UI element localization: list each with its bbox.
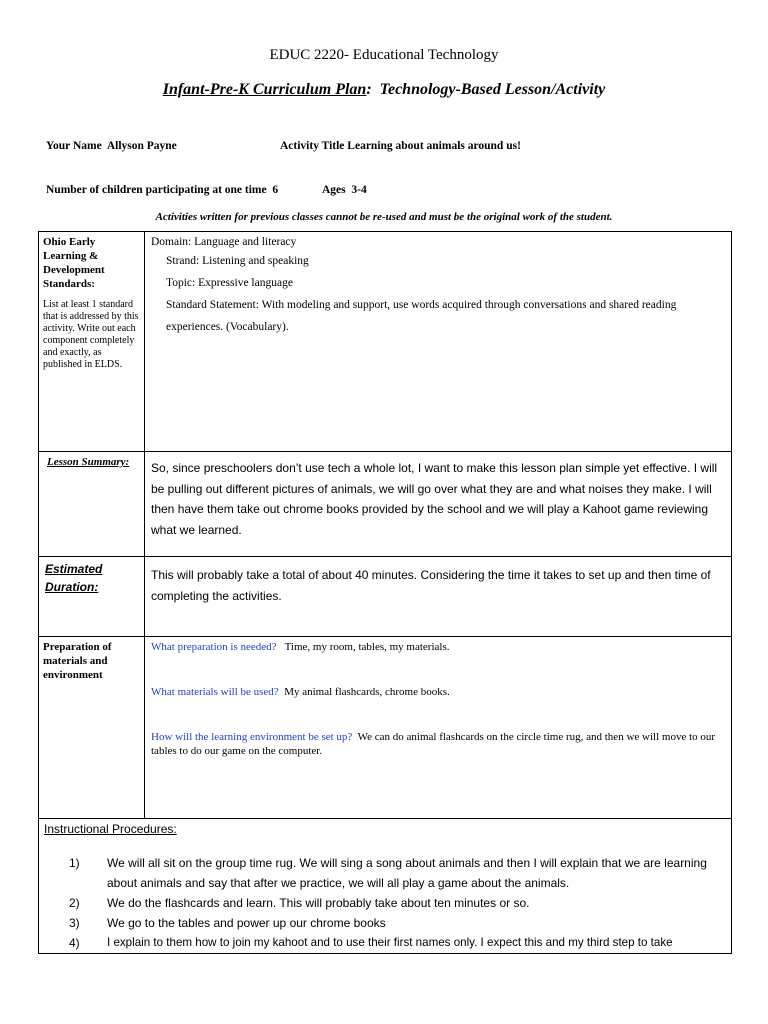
standards-label-cell [39, 232, 145, 452]
children-count-value: 6 [272, 184, 279, 196]
materials-answer: My animal flashcards, chrome books. [284, 686, 450, 698]
environment-answer: We can do animal flashcards on the circle time rug, and then we will move to our tables to do our game on the computer. [151, 731, 716, 757]
activity-title-value: Learning about animals around us! [347, 140, 521, 152]
course-title: EDUC 2220- Educational Technology [269, 47, 499, 63]
procedures-list [39, 853, 731, 953]
plan-title-subtitle: Technology-Based Lesson/Activity [379, 81, 606, 98]
name-line [46, 140, 177, 152]
standard-statement: Standard Statement: With modeling and support, use words acquired through conversations and shared reading experiences. (Vocabulary). [166, 299, 677, 333]
activity-title-label: Activity Title [280, 140, 345, 152]
duration-label: Estimated Duration: [39, 557, 145, 637]
materials-question: What materials will be used? [151, 686, 279, 698]
procedure-step [39, 893, 731, 913]
procedure-step [39, 933, 731, 953]
activity-title-line [280, 140, 521, 152]
plan-title-colon: : [366, 81, 372, 98]
preparation-row [39, 637, 732, 819]
materials-line [151, 685, 725, 699]
standards-instructions: List at least 1 standard that is addressed by this activity. Write out each component completely and exactly, as published in ELDS. [43, 299, 139, 370]
summary-label: Lesson Summary: [39, 452, 145, 557]
standard-topic: Topic: Expressive language [166, 277, 293, 289]
standards-label: Ohio Early Learning & Development Standards: [43, 236, 105, 290]
procedures-row [39, 819, 732, 954]
step-text: We go to the tables and power up our chrome books [107, 916, 386, 930]
procedure-step [39, 853, 731, 893]
step-text: We do the flashcards and learn. This will probably take about ten minutes or so. [107, 896, 530, 910]
preparation-question: What preparation is needed? [151, 641, 277, 653]
plan-title [0, 81, 768, 99]
name-label: Your Name [46, 140, 102, 152]
ages-value: 3-4 [351, 184, 367, 196]
preparation-q1-line [151, 640, 725, 654]
ages-label: Ages [322, 184, 346, 196]
step-number: 3) [69, 916, 80, 930]
preparation-label: Preparation of materials and environment [39, 637, 145, 819]
children-count-line [46, 184, 278, 196]
name-value: Allyson Payne [106, 140, 177, 152]
duration-row [39, 557, 732, 637]
curriculum-plan-table [38, 231, 732, 954]
standard-strand: Strand: Listening and speaking [166, 255, 309, 267]
environment-line [151, 730, 725, 758]
procedures-cell [39, 819, 732, 954]
standard-domain: Domain: Language and literacy [151, 236, 297, 248]
ages-line [322, 184, 367, 196]
step-number: 4) [69, 936, 80, 950]
duration-text: This will probably take a total of about 40 minutes. Considering the time it takes to set up and then time of completing the activities. [145, 557, 732, 637]
preparation-answer: Time, my room, tables, my materials. [284, 641, 450, 653]
children-count-label: Number of children participating at one time [46, 184, 267, 196]
environment-question: How will the learning environment be set up? [151, 731, 353, 743]
summary-row [39, 452, 732, 557]
plan-title-main: Infant-Pre-K Curriculum Plan [162, 81, 367, 98]
originality-notice: Activities written for previous classes cannot be re-used and must be the original work of the student. [155, 211, 613, 223]
step-number: 2) [69, 896, 80, 910]
step-text: We will all sit on the group time rug. We will sing a song about animals and then I will explain that we are learning about animals and say that after we practice, we will all play a game about the animals. [107, 856, 707, 890]
preparation-content [145, 637, 732, 819]
step-number: 1) [69, 856, 80, 870]
procedures-title: Instructional Procedures: [44, 822, 177, 836]
step-text: I explain to them how to join my kahoot and to use their first names only. I expect this and my third step to take [107, 936, 673, 949]
standards-content [145, 232, 732, 452]
standards-row [39, 232, 732, 452]
summary-text: So, since preschoolers don’t use tech a whole lot, I want to make this lesson plan simple yet effective. I will be pulling out different pictures of animals, we will go over what they are and what noises they make. I will then have them take out chrome books provided by the school and we will play a Kahoot game reviewing what we learned. [145, 452, 732, 557]
procedure-step [39, 913, 731, 933]
